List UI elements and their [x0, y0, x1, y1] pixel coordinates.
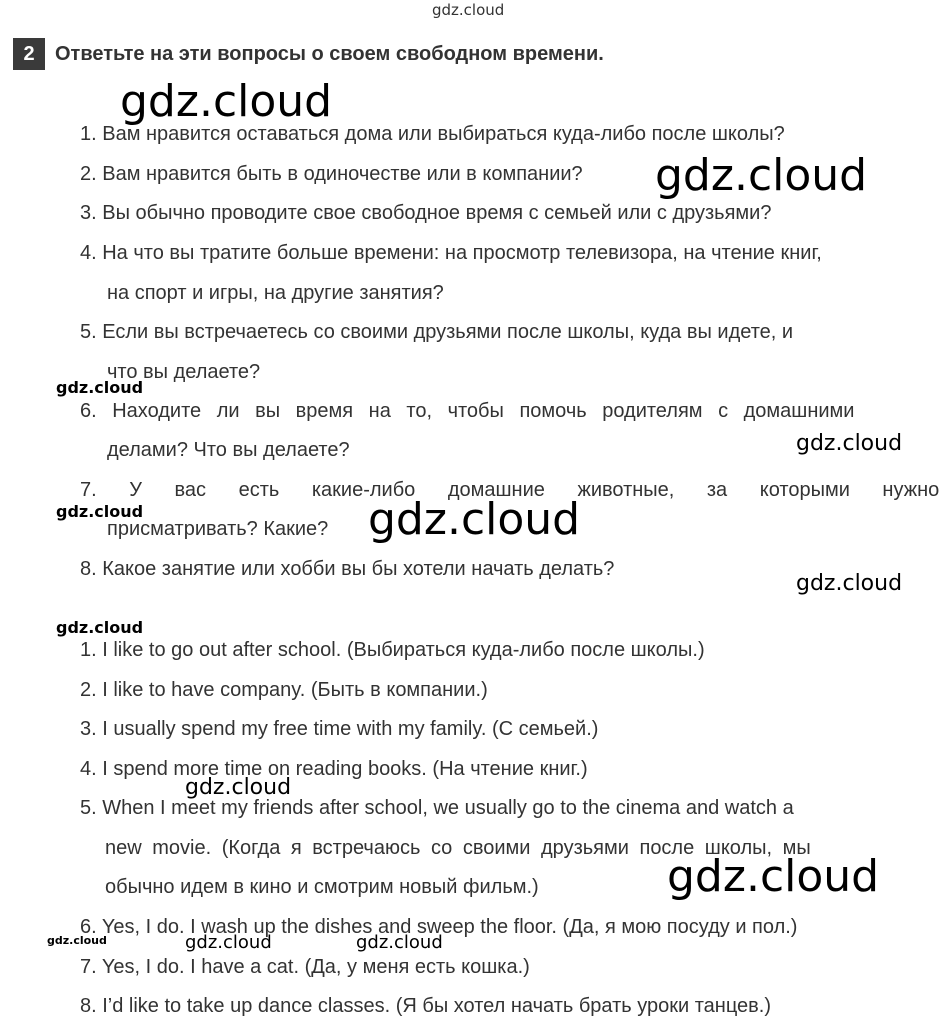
watermark: gdz.cloud [120, 76, 333, 127]
watermark: gdz.cloud [667, 851, 880, 902]
task-title: Ответьте на эти вопросы о своем свободном времени. [55, 43, 604, 65]
question-5-line-1: 5. Если вы встречаетесь со своими друзьями после школы, куда вы идете, и [80, 321, 794, 343]
watermark: gdz.cloud [47, 934, 107, 947]
answer-2: 2. I like to have company. (Быть в компании.) [80, 679, 488, 701]
answer-3: 3. I usually spend my free time with my family. (С семьей.) [80, 718, 599, 740]
question-2: 2. Вам нравится быть в одиночестве или в компании? [80, 163, 583, 185]
question-1: 1. Вам нравится оставаться дома или выбираться куда-либо после школы? [80, 123, 785, 145]
question-4-line-2: на спорт и игры, на другие занятия? [107, 282, 444, 304]
watermark: gdz.cloud [356, 932, 443, 953]
answer-6: 6. Yes, I do. I wash up the dishes and sweep the floor. (Да, я мою посуду и пол.) [80, 916, 798, 938]
question-3: 3. Вы обычно проводите свое свободное время с семьей или с друзьями? [80, 202, 772, 224]
watermark: gdz.cloud [796, 571, 903, 596]
task-number-badge: 2 [13, 38, 45, 70]
watermark-top: gdz.cloud [432, 1, 505, 19]
watermark: gdz.cloud [56, 502, 144, 521]
question-4-line-1: 4. На что вы тратите больше времени: на просмотр телевизора, на чтение книг, [80, 242, 822, 264]
answer-4: 4. I spend more time on reading books. (На чтение книг.) [80, 758, 588, 780]
question-7-line-1: 7. У вас есть какие-либо домашние животные, за которыми нужно [80, 479, 940, 501]
question-5-line-2: что вы делаете? [107, 361, 261, 383]
answer-1: 1. I like to go out after school. (Выбираться куда-либо после школы.) [80, 639, 705, 661]
question-8: 8. Какое занятие или хобби вы бы хотели начать делать? [80, 558, 615, 580]
answer-7: 7. Yes, I do. I have a cat. (Да, у меня есть кошка.) [80, 956, 530, 978]
answer-5-line-3: обычно идем в кино и смотрим новый фильм.) [105, 876, 539, 898]
question-6-line-1: 6. Находите ли вы время на то, чтобы помочь родителям с домашними [80, 400, 855, 422]
answer-5-line-1: 5. When I meet my friends after school, we usually go to the cinema and watch a [80, 797, 794, 819]
watermark: gdz.cloud [185, 775, 292, 800]
answer-5-line-2: new movie. (Когда я встречаюсь со своими друзьями после школы, мы [105, 837, 811, 859]
watermark: gdz.cloud [655, 150, 868, 201]
watermark: gdz.cloud [56, 618, 144, 637]
watermark: gdz.cloud [796, 431, 903, 456]
watermark: gdz.cloud [185, 932, 272, 953]
watermark: gdz.cloud [56, 378, 144, 397]
question-7-line-2: присматривать? Какие? [107, 518, 329, 540]
question-6-line-2: делами? Что вы делаете? [107, 439, 350, 461]
watermark: gdz.cloud [368, 494, 581, 545]
answer-8: 8. I’d like to take up dance classes. (Я бы хотел начать брать уроки танцев.) [80, 995, 772, 1017]
